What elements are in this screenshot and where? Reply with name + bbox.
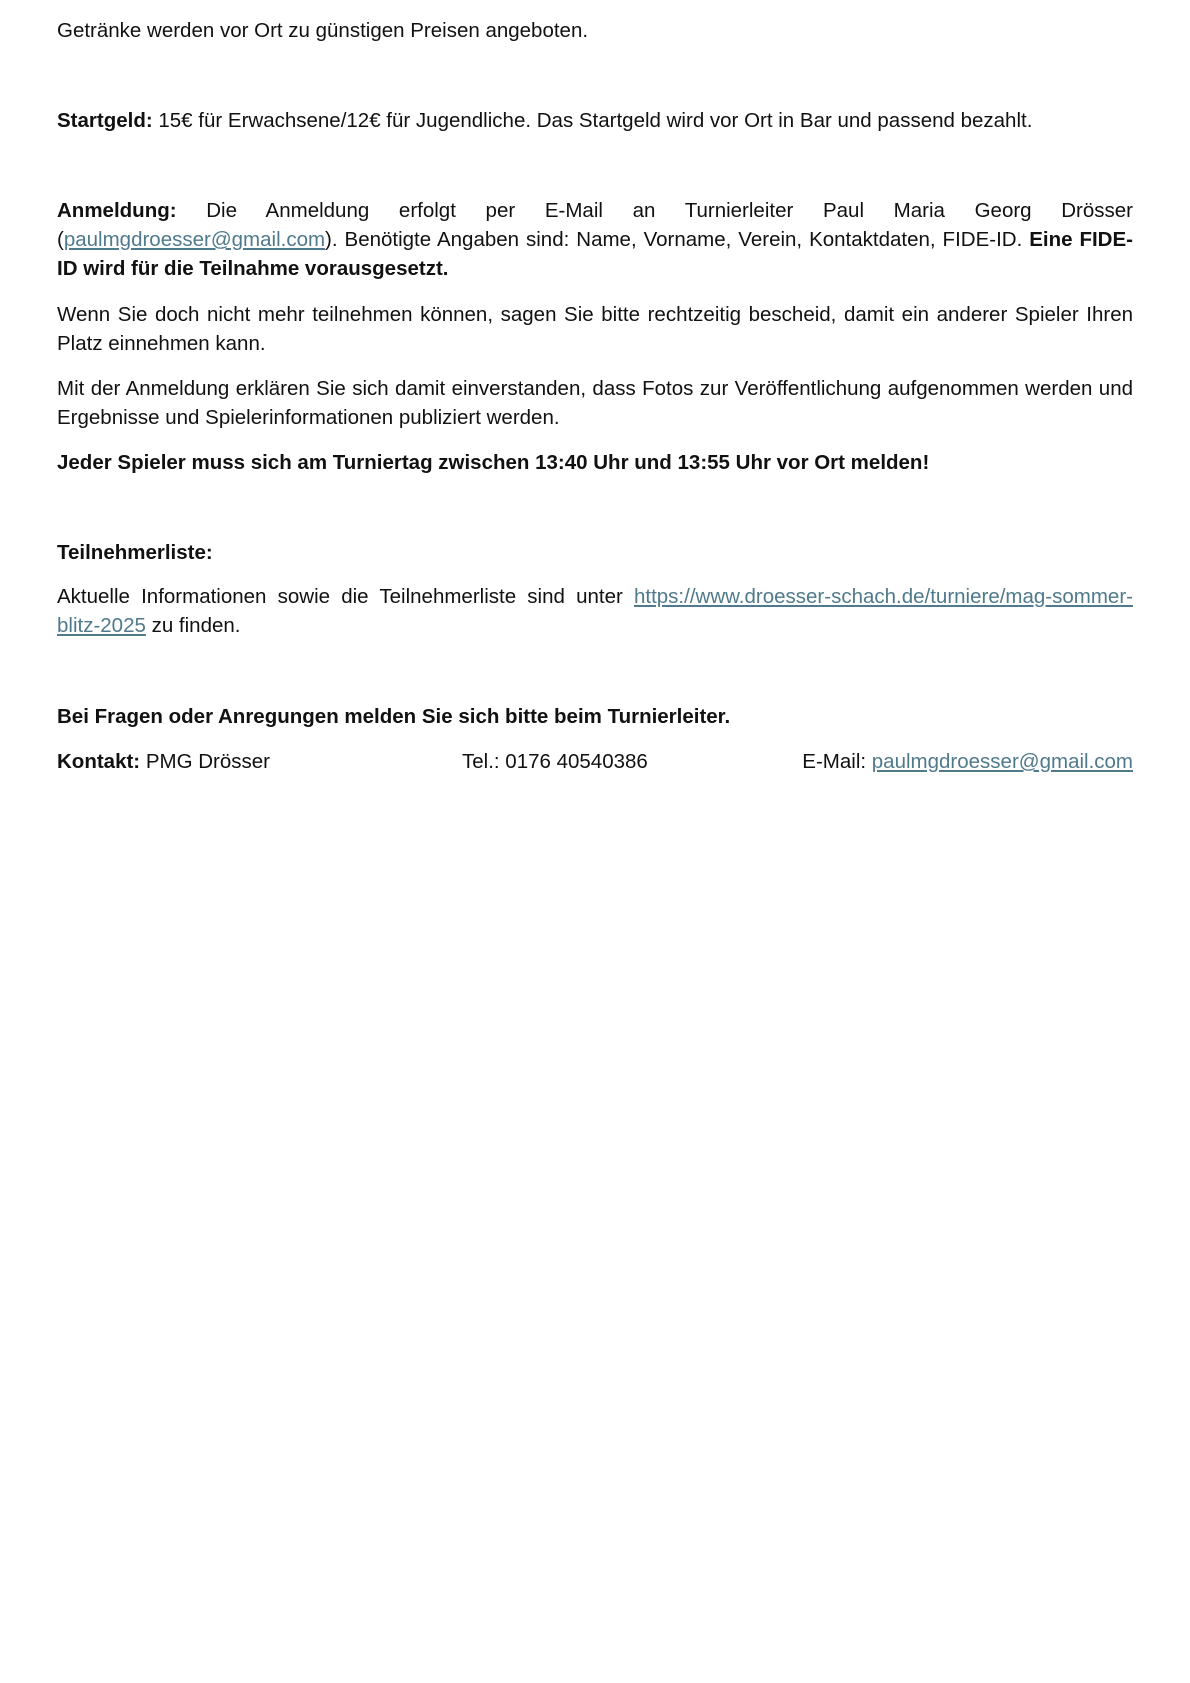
checkin-paragraph <box>57 448 1133 477</box>
contact-name-cell <box>57 747 270 776</box>
consent-paragraph <box>57 374 1133 432</box>
checkin-note: Jeder Spieler muss sich am Turniertag zwischen 13:40 Uhr und 13:55 Uhr vor Ort melden! <box>57 451 930 474</box>
teilnehmerliste-heading-block <box>57 538 1133 567</box>
startgeld-text: 15€ für Erwachsene/12€ für Jugendliche. Das Startgeld wird vor Ort in Bar und passend bezahlt. <box>152 109 1033 132</box>
teilnehmerliste-text-before: Aktuelle Informationen sowie die Teilnehmerliste sind unter <box>57 585 634 608</box>
questions-text: Bei Fragen oder Anregungen melden Sie sich bitte beim Turnierleiter. <box>57 705 731 728</box>
contact-label: Kontakt: <box>57 750 141 773</box>
teilnehmerliste-paragraph <box>57 582 1133 640</box>
drinks-text: Getränke werden vor Ort zu günstigen Preisen angeboten. <box>57 19 589 42</box>
anmeldung-text-before: Die Anmeldung erfolgt per E-Mail an Turnierleiter Paul Maria Georg Drösser ( <box>57 199 1133 251</box>
contact-phone: Tel.: 0176 40540386 <box>462 750 648 773</box>
contact-email-label: E-Mail: <box>802 750 872 773</box>
contact-name: PMG Drösser <box>140 750 270 773</box>
teilnehmerliste-url-link[interactable]: https://www.droesser-schach.de/turniere/mag-sommer-blitz-2025 <box>57 585 1133 637</box>
anmeldung-email-link[interactable]: paulmgdroesser@gmail.com <box>63 228 326 251</box>
cancel-note: Wenn Sie doch nicht mehr teilnehmen können, sagen Sie bitte rechtzeitig bescheid, damit ein anderer Spieler Ihren Platz einnehmen kann. <box>57 303 1133 355</box>
anmeldung-text-after: ). Benötigte Angaben sind: Name, Vorname, Verein, Kontaktdaten, FIDE-ID. <box>325 228 1030 251</box>
contact-email-link[interactable]: paulmgdroesser@gmail.com <box>871 750 1133 773</box>
anmeldung-label: Anmeldung: <box>57 199 177 222</box>
startgeld-paragraph <box>57 106 1133 135</box>
teilnehmerliste-text-after: zu finden. <box>145 614 241 637</box>
teilnehmerliste-heading: Teilnehmerliste: <box>57 541 213 564</box>
cancel-paragraph <box>57 300 1133 358</box>
questions-paragraph <box>57 702 1133 731</box>
drinks-paragraph <box>57 16 1133 45</box>
fide-requirement: Eine FIDE-ID wird für die Teilnahme vorausgesetzt. <box>57 228 1133 280</box>
startgeld-label: Startgeld: <box>57 109 153 132</box>
anmeldung-paragraph <box>57 196 1133 283</box>
contact-email-cell <box>802 747 1133 776</box>
consent-note: Mit der Anmeldung erklären Sie sich damit einverstanden, dass Fotos zur Veröffentlichung aufgenommen werden und Ergebnisse und Spielerinformationen publiziert werden. <box>57 377 1133 429</box>
